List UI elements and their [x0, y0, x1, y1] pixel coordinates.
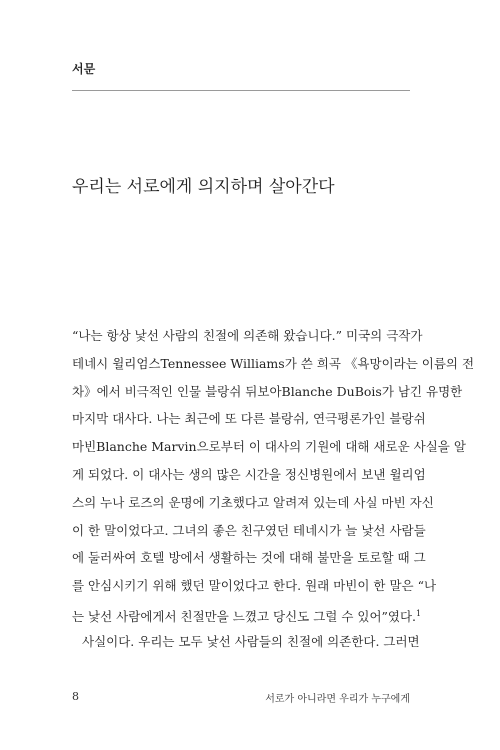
- body-line: 마빈Blanche Marvin으로부터 이 대사의 기원에 대해 새로운 사실을 알: [72, 439, 466, 455]
- chapter-title: 우리는 서로에게 의지하며 살아간다: [72, 177, 335, 197]
- body-text: [72, 322, 475, 656]
- body-line: 를 안심시키기 위해 했던 말이었다고 한다. 원래 마빈이 한 말은 “나: [72, 578, 437, 594]
- body-line: 테네시 윌리엄스Tennessee Williams가 쓴 희곡 《욕망이라는 이름의 전: [72, 355, 475, 371]
- body-line-with-footnote: [72, 600, 422, 628]
- body-line: 차》에서 비극적인 인물 블랑쉬 뒤보아Blanche DuBois가 남긴 유명한: [72, 383, 463, 399]
- footnote-marker[interactable]: 1: [416, 608, 422, 618]
- running-footer-title: 서로가 아니라면 우리가 누구에게: [265, 694, 410, 705]
- body-line-text: 는 낯선 사람에게서 친절만을 느꼈고 당신도 그럴 수 있어”였다.: [72, 608, 417, 624]
- body-line: 이 한 말이었다고. 그녀의 좋은 친구였던 테네시가 늘 낯선 사람들: [72, 522, 426, 538]
- body-line: 스의 누나 로즈의 운명에 기초했다고 알려져 있는데 사실 마빈 자신: [72, 494, 434, 510]
- body-line: 게 되었다. 이 대사는 생의 많은 시간을 정신병원에서 보낸 윌리엄: [72, 466, 426, 482]
- header-divider: [72, 90, 410, 91]
- body-line: 마지막 대사다. 나는 최근에 또 다른 블랑쉬, 연극평론가인 블랑쉬: [72, 411, 426, 427]
- body-line: “나는 항상 낯선 사람의 친절에 의존해 왔습니다.” 미국의 극작가: [72, 328, 423, 343]
- section-label: 서문: [72, 62, 96, 76]
- body-line-paragraph-start: 사실이다. 우리는 모두 낯선 사람들의 친절에 의존한다. 그러면: [82, 633, 420, 649]
- body-line: 에 둘러싸여 호텔 방에서 생활하는 것에 대해 불만을 토로할 때 그: [72, 550, 426, 566]
- page-number: 8: [72, 690, 79, 703]
